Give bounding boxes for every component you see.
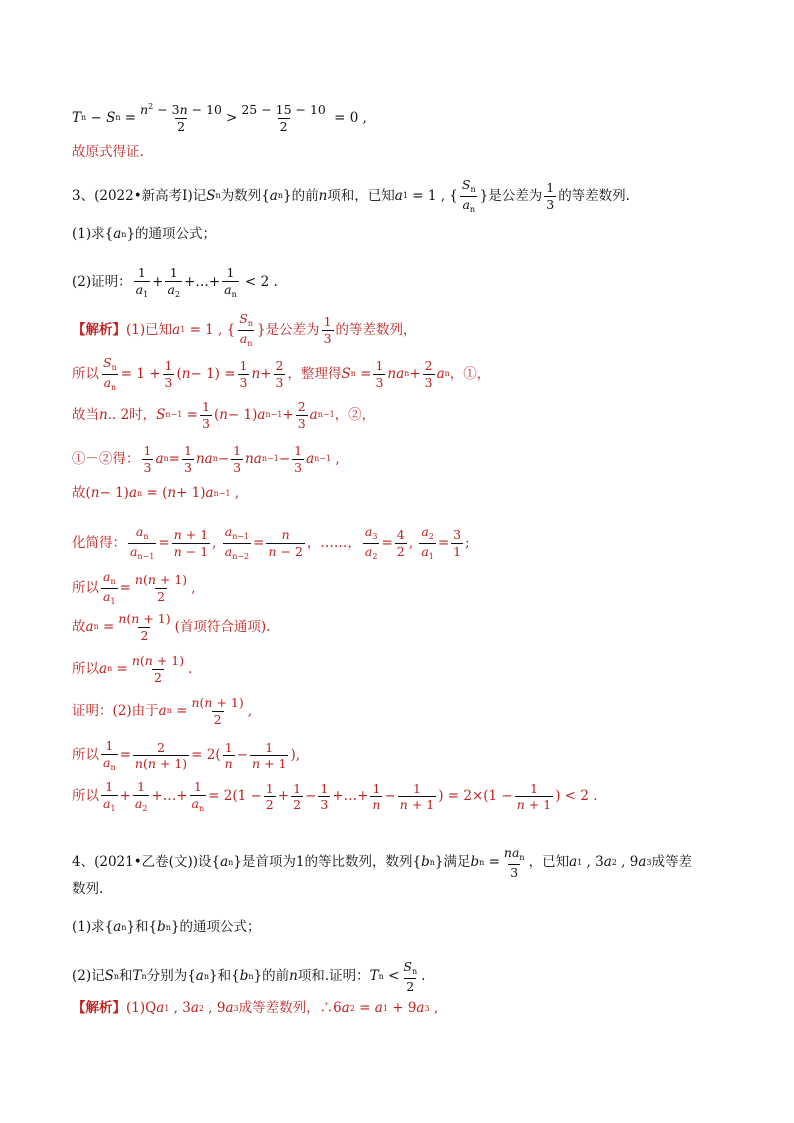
line-tn-sn: T n − S n = $\frac{n^2 - 3n - 10}{2}$ > $\frac{25 - 15 - 10}{2}$ = 0 ,	[72, 102, 367, 134]
solution-line-4: ①－②得： $\frac{1}{3}$ a n = $\frac{1}{3}$ na n − $\frac{1}{3}$ na n−1 − $\frac{1}{3}$ a n−1 ,	[72, 443, 340, 475]
solution-line-6: 化简得： $\frac{a_n}{a_{n-1}}$ = $\frac{n + 1}{n - 1}$ , $\frac{a_{n-1}}{a_{n-2}}$ = $\frac{n}{n - 2}$ ，……， $\frac{a_3}{a_2}$ = $\frac{4}{2}$ , $\frac{a_2}{a_1}$ = $\frac{3}{1}$ ;	[72, 524, 470, 561]
q3-part1: (1)求{ a n }的通项公式；	[72, 226, 217, 242]
solution-line-9: 所以 a n = $\frac{n(n + 1)}{2}$ .	[72, 653, 193, 685]
solution-line-5: 故 ( n − 1) a n = ( n + 1) a n−1 ,	[72, 485, 240, 501]
question-4: 4、(2021•乙卷(文))设 { a n } 是首项为1的等比数列，数列 { b n } 满足 b n = $\frac{na_n}{3}$ ，已知 a 1 , 3 a 2 , 9 a 3 成等差	[72, 845, 692, 880]
solution-line-12: 所以 $\frac{1}{a_1}$ + $\frac{1}{a_2}$ +…+ $\frac{1}{a_n}$ = 2(1 − $\frac{1}{2}$ + $\frac{1}{2}$ − $\frac{1}{3}$ +…+ $\frac{1}{n}$ − $\frac{1}{n + 1}$ ) = 2×(1 − $\frac{1}{n + 1}$ ) < 2 .	[72, 779, 598, 813]
solution-line-11: 所以 $\frac{1}{a_n}$ = $\frac{2}{n(n + 1)}$ = 2( $\frac{1}{n}$ − $\frac{1}{n + 1}$ ),	[72, 738, 301, 772]
solution-line-7: 所以 $\frac{a_n}{a_1}$ = $\frac{n(n + 1)}{2}$ ,	[72, 569, 196, 606]
solution-line-8: 故 a n = $\frac{n(n + 1)}{2}$ (首项符合通项).	[72, 611, 271, 643]
q4-part2: (2)记 S n 和 T n 分别为 { a n } 和 { b n } 的前 n 项和.证明： T n < $\frac{S_n}{2}$ .	[72, 959, 426, 994]
solution-line-1: 【解析】 (1)已知 a 1 = 1 , { $\frac{S_n}{a_n}$ } 是公差为 $\frac{1}{3}$ 的等差数列，	[72, 311, 417, 348]
question-3: 3、(2022•新高考Ⅰ)记 S n 为数列 { a n } 的前 n 项和，已知 a 1 = 1 , { $\frac{S_n}{a_n}$ } 是公差为 $\frac{1}{3}$ 的等差数列.	[72, 177, 630, 214]
solution-line-10: 证明：(2)由于 a n = $\frac{n(n + 1)}{2}$ ,	[72, 695, 253, 727]
question-4-cont: 数列.	[72, 881, 104, 897]
conclusion-text: 故原式得证.	[72, 144, 144, 160]
q4-solution: 【解析】 (1)Q a 1 , 3 a 2 , 9 a 3 成等差数列，∴ 6 a 2 = a 1 + 9 a 3 ,	[72, 1000, 439, 1016]
solution-line-2: 所以 $\frac{S_n}{a_n}$ = 1 + $\frac{1}{3}$ ( n − 1) = $\frac{1}{3}$ n + $\frac{2}{3}$ ，整理得 S n = $\frac{1}{3}$ na n + $\frac{2}{3}$ a n ，①，	[72, 355, 491, 392]
q3-part2: (2)证明： $\frac{1}{a_1}$ + $\frac{1}{a_2}$ +…+ $\frac{1}{a_n}$ < 2 .	[72, 265, 278, 299]
q4-part1: (1)求 { a n } 和 { b n } 的通项公式；	[72, 919, 261, 935]
solution-line-3: 故当 n .. 2时， S n−1 = $\frac{1}{3}$ ( n − 1) a n−1 + $\frac{2}{3}$ a n−1 ，②，	[72, 399, 376, 431]
